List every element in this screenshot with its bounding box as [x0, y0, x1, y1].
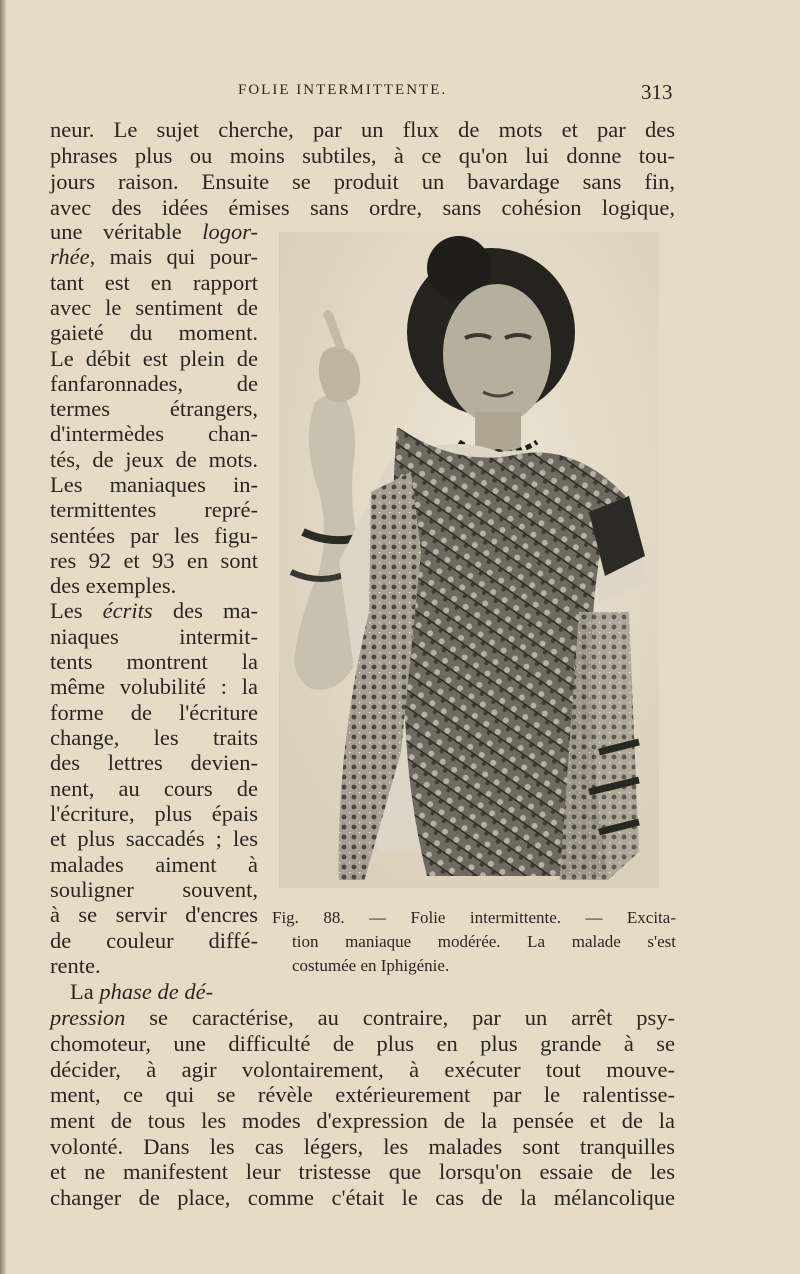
running-title: FOLIE INTERMITTENTE. — [238, 82, 448, 98]
text-line: Le débit est plein de — [50, 346, 258, 371]
text-line: forme de l'écriture — [50, 700, 258, 725]
figure-caption — [272, 906, 676, 978]
text-line: souligner souvent, — [50, 877, 258, 902]
text-line: nent, au cours de — [50, 776, 258, 801]
text-line: de couleur diffé- — [50, 928, 258, 953]
text-line: termittentes repré- — [50, 497, 258, 522]
page-edge — [0, 0, 6, 1274]
text-line: même volubilité : la — [50, 674, 258, 699]
text-line: et plus saccadés ; les — [50, 826, 258, 851]
text-line: d'intermèdes chan- — [50, 421, 258, 446]
text-line: gaieté du moment. — [50, 320, 258, 345]
text-line: niaques intermit- — [50, 624, 258, 649]
text-line: et ne manifestent leur tristesse que lorsqu'on essaie de les — [50, 1159, 675, 1184]
text-line: à se servir d'encres — [50, 902, 258, 927]
text-line: ment de tous les modes d'expression de la pensée et de la — [50, 1108, 675, 1133]
text-line: rente. — [50, 953, 101, 978]
text-line: change, les traits — [50, 725, 258, 750]
text-line: malades aiment à — [50, 852, 258, 877]
text-line: des lettres devien- — [50, 750, 258, 775]
text-line: fanfaronnades, de — [50, 371, 258, 396]
text-line: tant est en rapport — [50, 270, 258, 295]
text-line: ment, ce qui se révèle extérieurement par le ralentisse- — [50, 1082, 675, 1107]
caption-line: costumée en Iphigénie. — [292, 956, 450, 975]
text-line: termes étrangers, — [50, 396, 258, 421]
caption-line: tion maniaque modérée. La malade s'est — [292, 932, 676, 951]
text-line: rhée, mais qui pour- — [50, 244, 258, 269]
text-line: pression se caractérise, au contraire, par un arrêt psy- — [50, 1005, 675, 1030]
text-line: l'écriture, plus épais — [50, 801, 258, 826]
text-line: jours raison. Ensuite se produit un bavardage sans fin, — [50, 169, 675, 194]
text-line: Les maniaques in- — [50, 472, 258, 497]
text-line: avec le sentiment de — [50, 295, 258, 320]
text-line: tés, de jeux de mots. — [50, 447, 258, 472]
text-line: avec des idées émises sans ordre, sans cohésion logique, — [50, 195, 675, 220]
text-line: phrases plus ou moins subtiles, à ce qu'on lui donne tou- — [50, 143, 675, 168]
text-line: des exemples. — [50, 573, 177, 598]
text-line: Les écrits des ma- — [50, 598, 258, 623]
text-line: tents montrent la — [50, 649, 258, 674]
text-line: neur. Le sujet cherche, par un flux de mots et par des — [50, 117, 675, 142]
figure-photograph — [279, 232, 659, 888]
text-line: décider, à agir volontairement, à exécuter tout mouve- — [50, 1057, 675, 1082]
text-line: chomoteur, une difficulté de plus en plus grande à se — [50, 1031, 675, 1056]
text-line: volonté. Dans les cas légers, les malades sont tranquilles — [50, 1134, 675, 1159]
text-line: sentées par les figu- — [50, 523, 258, 548]
page-number: 313 — [641, 80, 673, 104]
text-line: une véritable logor- — [50, 219, 258, 244]
caption-line: Fig. 88. — Folie intermittente. — Excita- — [272, 908, 676, 927]
text-line: res 92 et 93 en sont — [50, 548, 258, 573]
text-line: changer de place, comme c'était le cas de la mélancolique — [50, 1185, 675, 1210]
text-line: La phase de dé- — [70, 979, 214, 1004]
